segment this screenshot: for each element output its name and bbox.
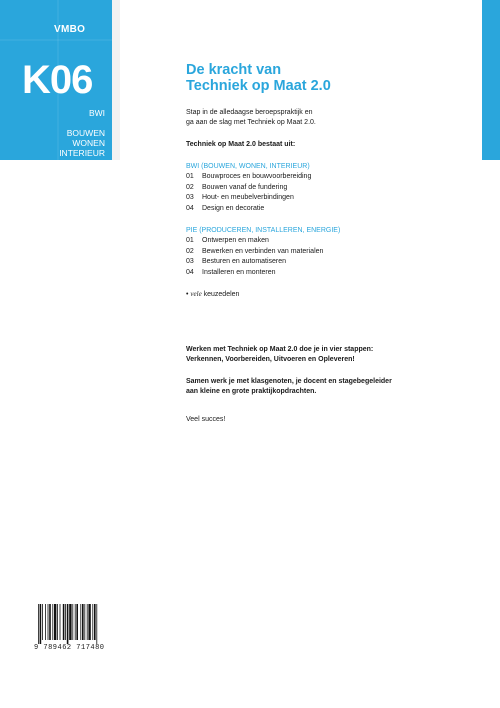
section-list-bwi [186,172,466,214]
sector-line: BOUWEN [66,128,105,138]
barcode-bar [38,604,39,644]
title-line: Techniek op Maat 2.0 [186,78,331,94]
barcode-bar [40,604,42,644]
barcode-bar [60,604,61,640]
steps-line: Verkennen, Voorbereiden, Uitvoeren en Opleveren! [186,356,355,363]
intro-text [186,108,466,128]
sector-full [0,128,105,158]
intro-line: ga aan de slag met Techniek op Maat 2.0. [186,119,316,126]
barcode-bar [54,604,56,640]
list-item: 03 Besturen en automatiseren [186,258,287,265]
together-text [186,377,476,397]
barcode-bar [63,604,65,640]
barcode-bar [82,604,84,640]
steps-text [186,345,476,365]
barcode-bar [96,604,97,644]
sector-line: INTERIEUR [59,148,105,158]
list-item: 01 Ontwerpen en maken [186,237,269,244]
steps-line: Werken met Techniek op Maat 2.0 doe je in vier stappen: [186,346,374,353]
bottom-text [186,345,476,437]
bullet-icon: • [186,291,189,298]
closing-text: Veel succes! [186,416,226,423]
barcode-bar [84,604,85,640]
barcode-bar [65,604,66,640]
list-item: 03 Hout- en meubelverbindingen [186,194,294,201]
sector-abbr: BWI [88,108,105,118]
title-line: De kracht van [186,62,282,78]
barcode-bar [76,604,78,640]
sector-line: WONEN [72,138,105,148]
barcode-bar [57,604,58,640]
barcode-bar [69,604,71,640]
list-item: 01 Bouwproces en bouwvoorbereiding [186,173,312,180]
section-list-pie [186,236,466,278]
extra-italic: vele [190,290,202,298]
barcode-bars [34,604,124,644]
section-heading-bwi: BWI (BOUWEN, WONEN, INTERIEUR) [186,163,310,170]
list-item: 02 Bouwen vanaf de fundering [186,183,288,191]
main-content [186,62,466,298]
barcode-bar [88,604,90,640]
barcode-bar [42,604,43,640]
list-item: 02 Bewerken en verbinden van materialen [186,247,324,255]
list-item: 04 Design en decoratie [186,204,265,212]
extra-text: keuzedelen [201,291,240,298]
level-label: VMBO [54,24,86,35]
module-code: K06 [22,58,93,102]
cover-tab-left [0,0,112,160]
barcode-bar [72,604,73,640]
barcode-bar [45,604,46,640]
consists-of-heading: Techniek op Maat 2.0 bestaat uit: [186,141,296,148]
isbn-digits: 9 789462 717480 [34,644,105,652]
barcode-bar [94,604,96,640]
section-heading-pie: PIE (PRODUCEREN, INSTALLEREN, ENERGIE) [186,227,341,234]
page-title [186,62,466,94]
barcode [34,604,124,656]
barcode-bar [75,604,76,640]
cover-tab-right [482,0,500,160]
barcode-bar [49,604,51,640]
barcode-bar [92,604,93,640]
intro-line: Stap in de alledaagse beroepspraktijk en [186,109,313,116]
barcode-bar [52,604,53,640]
tab-gap [112,0,120,160]
barcode-bar [67,604,69,644]
list-item: 04 Installeren en monteren [186,268,276,276]
together-line: aan kleine en grote praktijkopdrachten. [186,388,317,395]
barcode-bar [48,604,49,640]
extra-modules [186,290,466,298]
together-line: Samen werk je met klasgenoten, je docent en stagebegeleider [186,378,392,385]
barcode-bar [80,604,81,640]
barcode-bar [87,604,88,640]
